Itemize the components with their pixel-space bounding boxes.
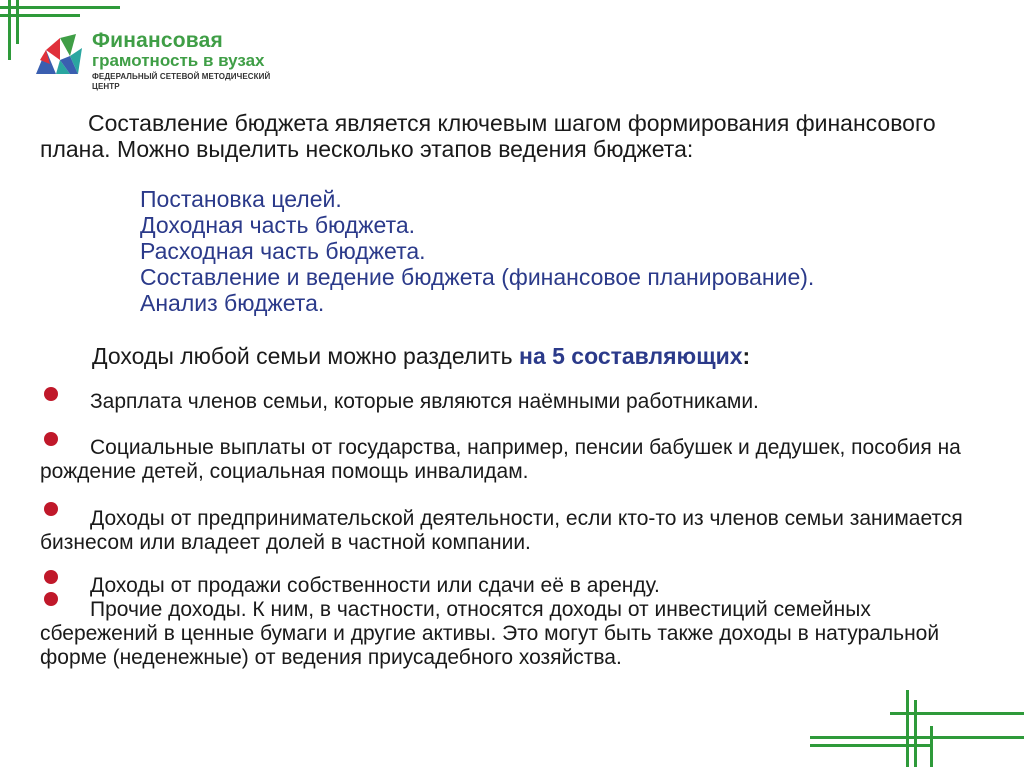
logo-tagline: ФЕДЕРАЛЬНЫЙ СЕТЕВОЙ МЕТОДИЧЕСКИЙ ЦЕНТР bbox=[92, 72, 271, 91]
lead-text: Доходы любой семьи можно разделить bbox=[92, 343, 520, 369]
step-item: Расходная часть бюджета. bbox=[140, 238, 426, 264]
income-item bbox=[40, 574, 980, 598]
budget-steps-list bbox=[140, 186, 814, 316]
logo bbox=[30, 29, 290, 91]
income-item-text: Доходы от продажи собственности или сдачи её в аренду. bbox=[90, 574, 660, 597]
step-item: Составление и ведение бюджета (финансовое планирование). bbox=[140, 264, 815, 290]
step-item: Постановка целей. bbox=[140, 186, 342, 212]
lead-colon: : bbox=[742, 343, 751, 369]
income-item bbox=[40, 598, 980, 670]
step-item: Анализ бюджета. bbox=[140, 290, 325, 316]
income-lead bbox=[92, 343, 750, 369]
income-item bbox=[40, 436, 980, 484]
income-item-text: Доходы от предпринимательской деятельности, если кто-то из членов семьи занимается бизнесом или владеет долей в частной компании. bbox=[40, 507, 963, 554]
step-item: Доходная часть бюджета. bbox=[140, 212, 416, 238]
lead-accent: на 5 составляющих bbox=[519, 343, 743, 369]
logo-mark-icon bbox=[30, 30, 88, 80]
bottom-right-frame-lines bbox=[810, 690, 1024, 767]
income-item bbox=[40, 390, 980, 414]
intro-text: Составление бюджета является ключевым шагом формирования финансового плана. Можно выделить несколько этапов ведения бюджета: bbox=[40, 110, 936, 162]
income-item-text: Прочие доходы. К ним, в частности, относятся доходы от инвестиций семейных сбережений в ценные бумаги и другие активы. Это могут быть также доходы в натуральной форме (неденежные) от ведения приусадебного хозяйства. bbox=[40, 598, 940, 669]
income-item bbox=[40, 507, 980, 555]
intro-paragraph bbox=[40, 110, 980, 162]
income-item-text: Социальные выплаты от государства, например, пенсии бабушек и дедушек, пособия на рождение детей, социальная помощь инвалидам. bbox=[40, 436, 961, 483]
income-item-text: Зарплата членов семьи, которые являются наёмными работниками. bbox=[90, 390, 759, 413]
logo-title: Финансовая bbox=[92, 29, 223, 52]
logo-subtitle: грамотность в вузах bbox=[92, 51, 265, 70]
